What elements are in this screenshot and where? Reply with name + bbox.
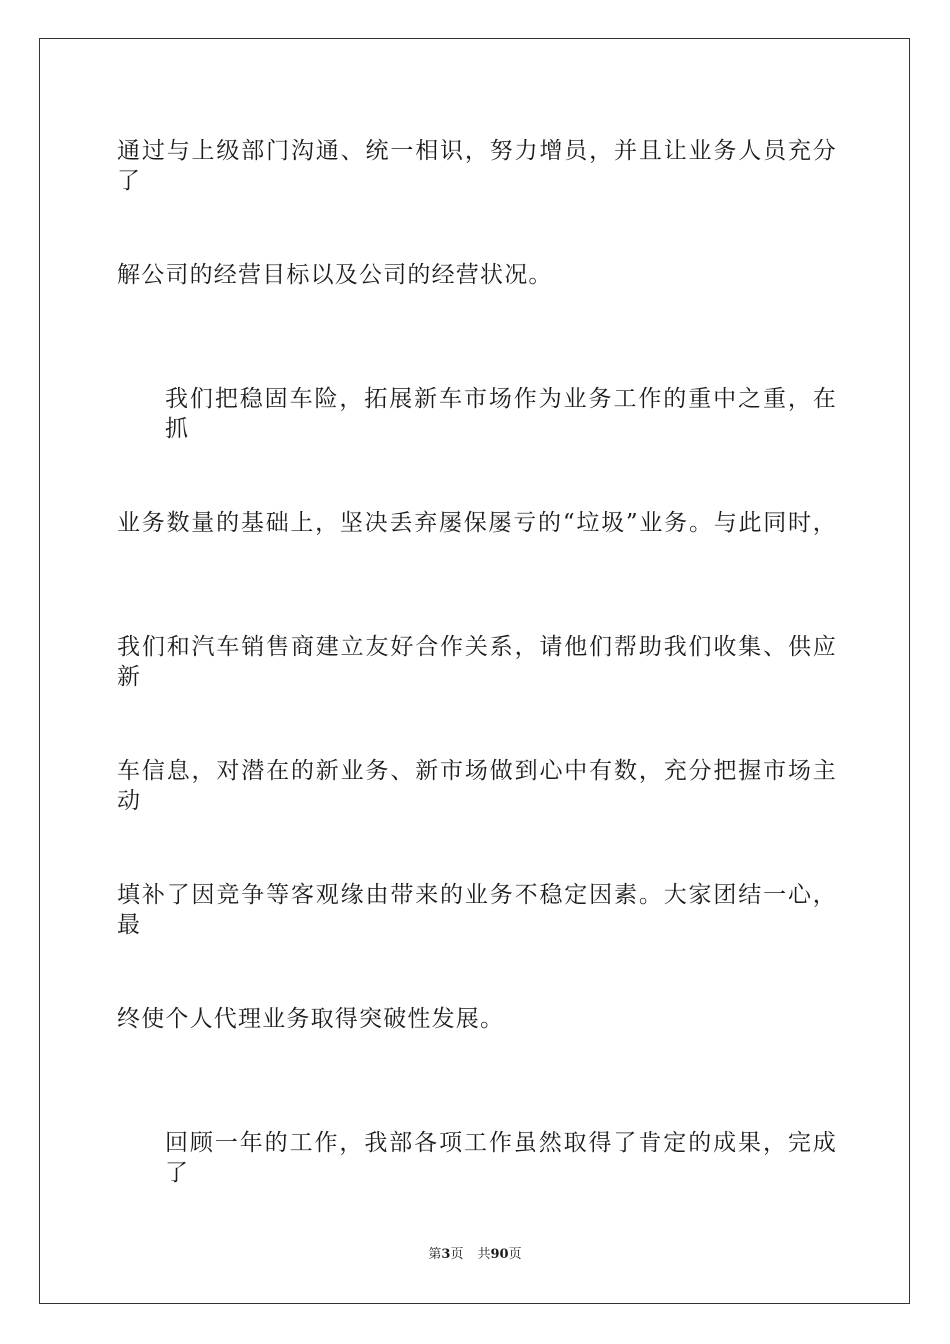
body-line-2: 解公司的经营目标以及公司的经营状况。 bbox=[117, 262, 553, 288]
footer-page-suffix: 页 bbox=[450, 1247, 464, 1262]
page-border bbox=[39, 38, 910, 1304]
body-line-6: 车信息，对潜在的新业务、新市场做到心中有数，充分把握市场主动 bbox=[117, 758, 837, 814]
body-line-1: 通过与上级部门沟通、统一相识，努力增员，并且让业务人员充分了 bbox=[117, 138, 837, 194]
footer-total-prefix: 共 bbox=[477, 1247, 491, 1262]
body-line-9: 回顾一年的工作，我部各项工作虽然取得了肯定的成果，完成了 bbox=[165, 1130, 837, 1186]
body-line-4: 业务数量的基础上，坚决丢弃屡保屡亏的“垃圾”业务。与此同时， bbox=[117, 510, 837, 536]
body-line-8: 终使个人代理业务取得突破性发展。 bbox=[117, 1006, 505, 1032]
page-footer bbox=[0, 1246, 950, 1264]
footer-page-prefix: 第 bbox=[428, 1247, 442, 1262]
body-line-3: 我们把稳固车险，拓展新车市场作为业务工作的重中之重，在抓 bbox=[165, 386, 837, 442]
footer-page-number: 3 bbox=[441, 1247, 451, 1262]
footer-total-suffix: 页 bbox=[508, 1247, 522, 1262]
body-line-5: 我们和汽车销售商建立友好合作关系，请他们帮助我们收集、供应新 bbox=[117, 634, 837, 690]
footer-total-number: 90 bbox=[490, 1247, 509, 1262]
body-line-7: 填补了因竞争等客观缘由带来的业务不稳定因素。大家团结一心，最 bbox=[117, 882, 837, 938]
